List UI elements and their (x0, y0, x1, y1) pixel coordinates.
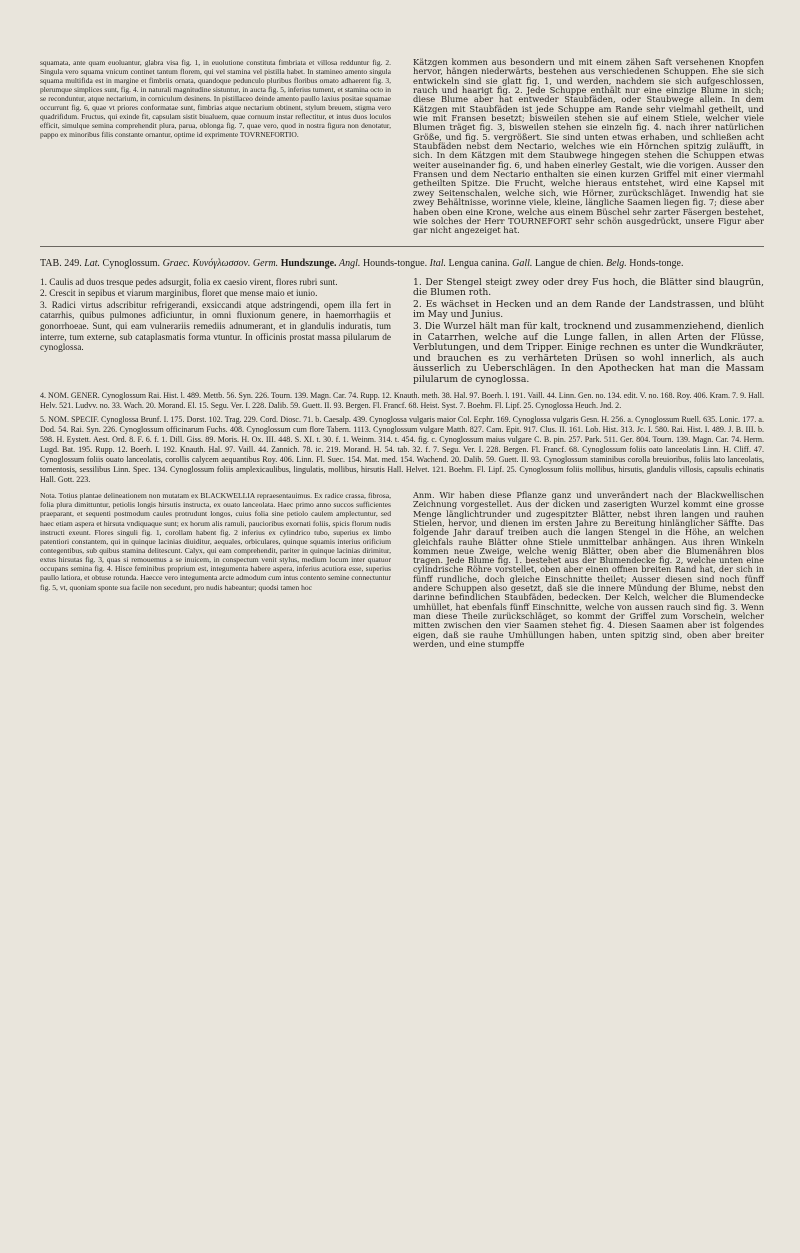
nomen-genericum: 4. NOM. GENER. Cynoglossum Rai. Hist. l. 489. Mettb. 56. Syn. 226. Tourn. 139. Magn. Car. 74. Rupp. 12. Knauth. meth. 38. Hal. 97. Boerh. l. 191. Vaill. 44. Linn. Gen. no. 134. edit. V. no. 168. Roy. 406. Kram. 7. 9. Hall. Helv. 521. Ludvv. no. 33. Wach. 20. Morand. El. 15. Segu. Ver. I. 228. Dalib. 59. Guett. II. 93. Bergen. Fl. Francf. 68. Heist. Syst. 7. Boehm. Fl. Lipf. 25. Cynoglossa Heuch. Jnd. 2. (40, 391, 764, 411)
nomen-specificum: 5. NOM. SPECIF. Cynoglossa Brunf. I. 175. Dorst. 102. Trag. 229. Cord. Diosc. 71. b. Caesalp. 439. Cynoglossa vulgaris maior Col. Ecphr. 169. Cynoglossa vulgaris Gesn. H. 256. a. Cynoglossum Ruell. 635. Lonic. 177. a. Dod. 54. Rai. Syn. 226. Cynoglossum officinarum Fuchs. 408. Cynoglossum cum flore Tabern. 1113. Cynoglossum vulgare Matth. 827. Cam. Epit. 917. Clus. II. 161. Lob. Hist. 313. Jc. I. 580. Rai. Hist. I. 489. J. B. III. b. 598. H. Eystett. Aest. Ord. 8. F. 6. f. 1. Dill. Giss. 89. Moris. H. Ox. III. 448. S. XI. t. 30. f. 1. Weinm. 314. t. 454. fig. c. Cynoglossum maius vulgare C. B. pin. 257. Park. 511. Ger. 804. Tourn. 139. Magn. Car. 74. Herm. Lugd. Bat. 195. Rupp. 12. Boerh. I. 192. Knauth. Hal. 97. Vaill. 44. Zannich. 78. ic. 219. Morand. H. 54. tab. 32. f. 7. Segu. Ver. I. 228. Bergen. Fl. Francf. 68. Cynoglossum foliis oato lanceolatis Linn. H. Cliff. 47. Cynoglossum foliis ouato lanceolatis, corollis calycem aequantibus Roy. 406. Linn. Fl. Suec. 154. Mat. med. 154. Wachend. 20. Dalib. 59. Guett. II. 93. Cynoglossum staminibus corolla breuioribus, foliis lato lanceolatis, tomentosis, sessilibus Linn. Spec. 134. Cynoglossum foliis amplexicaulibus, lingulatis, mollibus, hirsutis Hall. Helvet. 121. Boehm. Fl. Lipf. 25. Cynoglossum foliis mollibus, hirsutis, glandulis villosis, capsulis echinatis Hall. Gott. 223. (40, 415, 764, 485)
latin-paragraph-3: 3. Radici virtus adscribitur refrigerandi, exsiccandi atque adstringendi, opem illa fert in catarrhis, quibus pulmones adficiuntur, in omni fluxionum genere, in haemorrhagiis et gonorrhoeae. Sunt, qui eam vulnerariis remediis adnumerant, et in glandulis induratis, tum interre, tum externe, sub cataplasmatis forma vtuntur. In officinis prostat massa pilularum de cynoglossa. (40, 300, 391, 354)
latin-paragraph-2: 2. Crescit in sepibus et viarum marginibus, floret que mense maio et iunio. (40, 289, 318, 300)
top-german-text: Kätzgen kommen aus besondern und mit einem zähen Saft versehenen Knopfen hervor, hängen niederwärts, bestehen aus verschiedenen Schuppen. Ehe sie sich entwickeln sind sie glatt fig. 1, und werden, nachdem sie sich aufgeschlossen, rauch und haarigt fig. 2. Jede Schuppe enthält nur eine einzige Blume in sich; diese Blume aber hat entweder Staubfäden, oder Staubwege allein. In dem Kätzgen mit Staubfäden ist jede Schuppe am Rande sehr vielmahl getheilt, und wie mit Fransen besetzt; bisweilen stehen sie auf einem Stiele, welcher viele Blumen träget fig. 3, bisweilen stehen sie einzeln fig. 4. nach ihrer natürlichen Größe, und fig. 5. vergrößert. Sie sind unten etwas erhaben, und schließen acht Staubfäden nebst dem Nectario, welches wie ein Hörnchen spitzig zuläufft, in sich. In dem Kätzgen mit dem Staubwege hingegen stehen die Schuppen etwas weiter auseinander fig. 6, und haben einerley Gestalt, wie die vorigen. Ausser den Fransen und dem Nectario enthalten sie einen kurzen Griffel mit einer viermahl getheilten Spitze. Die Frucht, welche hieraus entstehet, wird eine Kapsel mit zwey Seitenschalen, welche sich, wie Hörner, zurückschläget. Inwendig hat sie zwey Behältnisse, worinne viele, kleine, längliche Saamen liegen fig. 7; diese aber haben oben eine Krone, welche aus einem Büschel sehr zarter Fäsergen bestehet, wie solches der Herr TOURNEFORT sehr schön ausgedrückt, unsere Figur aber gar nicht angezeiget hat. (413, 57, 764, 236)
german-paragraph-3: 3. Die Wurzel hält man für kalt, trocknend und zusammenziehend, dienlich in Catarrhen, welche auf die Lunge fallen, in allen Arten der Flüsse, Verblutungen, und dem Tripper. Einige rechnen es unter die Wundkräuter, und brauchen es zu verhärteten Drüsen so wohl innerlich, als auch äusserlich zu Ueberschlägen. In den Apothecken hat man die Massam pilularum de cynoglossa. (413, 320, 764, 385)
german-note: Anm. Wir haben diese Pflanze ganz und unverändert nach der Blackwellischen Zeichnung vorgestellet. Aus der dicken und zaserigten Wurzel kommt eine grosse Menge länglichtrunder und zugespitzter Blätter, nebst ihren langen und rauhen Stielen, hervor, und dienen im ersten Jahre zu Bereitung hinlänglicher Säffte. Das folgende Jahr darauf treiben auch die langen Stengel in die Höhe, an welchen gleichfals rauhe Blätter ohne Stiele unmittelbar anhängen. Aus ihren Winkeln kommen neue Zweige, welche wenig Blätter, oben aber die Blumenähren blos tragen. Jede Blume fig. 1. bestehet aus der Blumendecke fig. 2, welche unten eine cylindrische Röhre vorstellet, oben aber einen offnen breiten Rand hat, der sich in fünff rundliche, doch gleiche Einschnitte theilet; Ausser diesen sind noch fünff andere Schuppen also gesetzt, daß sie die innere Mündung der Blume, nebst den darinne befindlichen Staubfäden, bedecken. Der Kelch, welcher die Blumendecke umhüllet, hat ebenfals fünff Einschnitte, welche von aussen rauch sind fig. 3. Wenn man diese Theile zurückschläget, so kommt der Griffel zum Vorschein, welcher mitten zwischen den vier Saamen stehet fig. 4. Diesen Saamen aber ist folgendes eigen, daß sie rauhe Umhüllungen haben, unten spitzig sind, oben aber breiter werden, und eine stumpffe (413, 490, 764, 649)
plate-number: TAB. 249. (40, 257, 82, 269)
top-latin-text: squamata, ante quam euoluantur, glabra visa fig. 1, in euolutione constituta fimbriata et villosa redduntur fig. 2. Singula vero squama vnicum continet tantum florem, qui vel stamina vel pistilla habet. In stamineo amento singula squama multifida est in margine et fimbriis ornata, quandoque pedunculo pluribus floribus ornato adhaerent fig. 3, plerumque simplices sunt, fig. 4. in naturali magnitudine sistuntur, in aucta fig. 5, inferius tument, et stamina octo in se reconduntur, atque nectarium, in corniculum desinens. In pistillaceo deinde amento paullo laxius positae squamae occurrunt fig. 6, quae vt priores conformatae sunt, fimbrias atque nectarium obtinent, stylum breuem, stigma vero quadrifidum. Fructus, qui exinde fit, capsulam sistit biualuem, quae cornuum instar reflectitur, et intus duos loculos efficit, simulque semina comprehendit plura, parua, oblonga fig. 7, quae vero, quod in nostra figura non denotatur, pappo ex minoribus filis constante ornantur, optime id exprimente TOVRNEFORTIO. (40, 58, 391, 140)
top-section (40, 58, 764, 236)
note-section (40, 491, 764, 649)
latin-note: Nota. Totius plantae delineationem non mutatam ex BLACKWELLIA repraesentauimus. Ex radice crassa, fibrosa, folia plura dimittuntur, petiolis longis hirsutis instructa, ex ouato lanceolata. Haec primo anno succos sufficientes praeparant, et sequenti postmodum caules protrudunt longos, cuius folia sine petiolo caulem amplectuntur, sed haec etiam aspera et hirsuta vndiquaque sunt; ex horum alis ramuli, paucioribus exornati foliis, spicis florum nudis instructi exeunt. Flores singuli fig. 1, corollam habent fig. 2 inferius ex cylindrico tubo, superius ex limbo patentiori constantem, qui in quinque lacinias diuiditur, aequales, orbiculares, quinque squamis interius orificium contegentibus, sub quibus stamina delitescunt. Calyx, qui eam comprehendit, pariter in quinque lacinias dirimitur, extus hirsutas fig. 3, quas si remouemus a se inuicem, in conspectum venit stylus, medium locum inter quatuor occupans semina fig. 4. Hisce feminibus proprium est, integumenta habere aspera, inferius acutiora esse, superius paullo latiora, et obtuse rotunda. Haecce vero integumenta arcte admodum cum intus contento semine conneсtuntur fig. 5, vt, quoniam sponte sua facile non secedunt, pro nudis habeantur; quodsi tamen hoc (40, 491, 391, 592)
numbered-section (40, 278, 764, 387)
section-divider (40, 246, 764, 247)
latin-paragraph-1: 1. Caulis ad duos tresque pedes adsurgit, folia ex caesio virent, flores rubri sunt. (40, 277, 338, 288)
plate-heading: TAB. 249. Lat. Cynoglossum. Graec. Κυνόγλωσσον. Germ. Hundszunge. Angl. Hounds-tongue. Ital. Lengua canina. Gall. Langue de chien. Belg. Honds-tonge. (40, 257, 684, 269)
german-paragraph-1: 1. Der Stengel steigt zwey oder drey Fus hoch, die Blätter sind blaugrün, die Blumen roth. (413, 276, 764, 299)
german-paragraph-2: 2. Es wächset in Hecken und an dem Rande der Landstrassen, und blüht im May und Junius. (413, 298, 764, 321)
